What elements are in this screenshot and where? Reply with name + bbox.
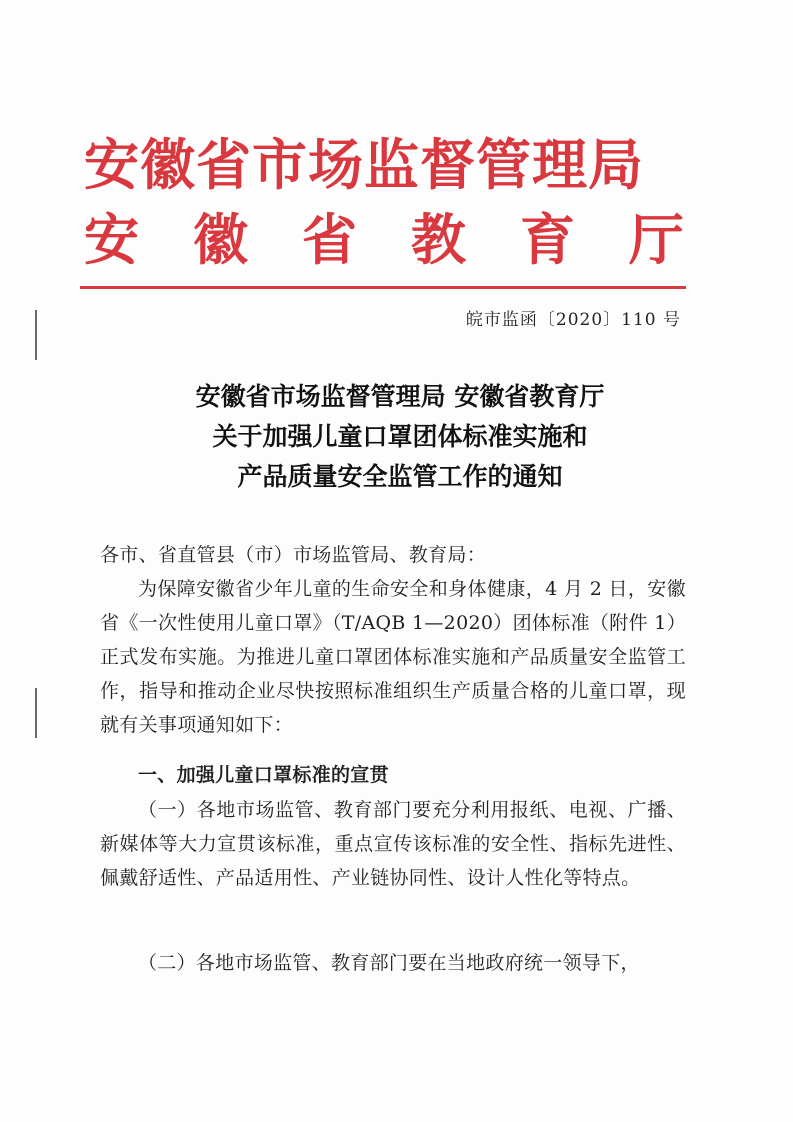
issuer-char: 育 (519, 208, 575, 272)
issuer-char: 厅 (628, 208, 684, 272)
binding-mark (35, 310, 37, 360)
document-number: 皖市监函〔2020〕110 号 (465, 310, 681, 330)
section-heading: 一、加强儿童口罩标准的宣贯 (138, 764, 389, 786)
binding-mark (35, 688, 37, 738)
title-line: 产品质量安全监管工作的通知 (237, 462, 563, 491)
issuer-name-primary: 安徽省市场监督管理局 (84, 133, 645, 197)
issuer-char: 徽 (192, 208, 248, 272)
body-paragraph: （一）各地市场监管、教育部门要充分利用报纸、电视、广播、新媒体等大力宣贯该标准，重点宣传该标准的安全性、指标先进性、佩戴舒适性、产品适用性、产业链协同性、设计人性化等特点。 (100, 799, 686, 889)
body-paragraph: 为保障安徽省少年儿童的生命安全和身体健康，4 月 2 日，安徽省《一次性使用儿童口罩》（T/AQB 1—2020）团体标准（附件 1）正式发布实施。为推进儿童口罩团体标准实施和产品质量安全监管工作，指导和推动企业尽快按照标准组织生产质量合格的儿童口罩，现就有关事项通知如下： (100, 578, 686, 736)
issuer-char: 安 (84, 208, 140, 272)
issuer-name-secondary (84, 203, 684, 277)
issuer-char: 省 (301, 208, 357, 272)
document-title (80, 377, 720, 497)
title-line: 安徽省市场监督管理局 安徽省教育厅 (195, 382, 605, 411)
header-divider (80, 286, 686, 289)
body-paragraph: （二）各地市场监管、教育部门要在当地政府统一领导下， (138, 952, 640, 974)
title-line: 关于加强儿童口罩团体标准实施和 (212, 422, 588, 451)
addressee: 各市、省直管县（市）市场监管局、教育局： (100, 544, 487, 566)
issuer-char: 教 (410, 208, 466, 272)
